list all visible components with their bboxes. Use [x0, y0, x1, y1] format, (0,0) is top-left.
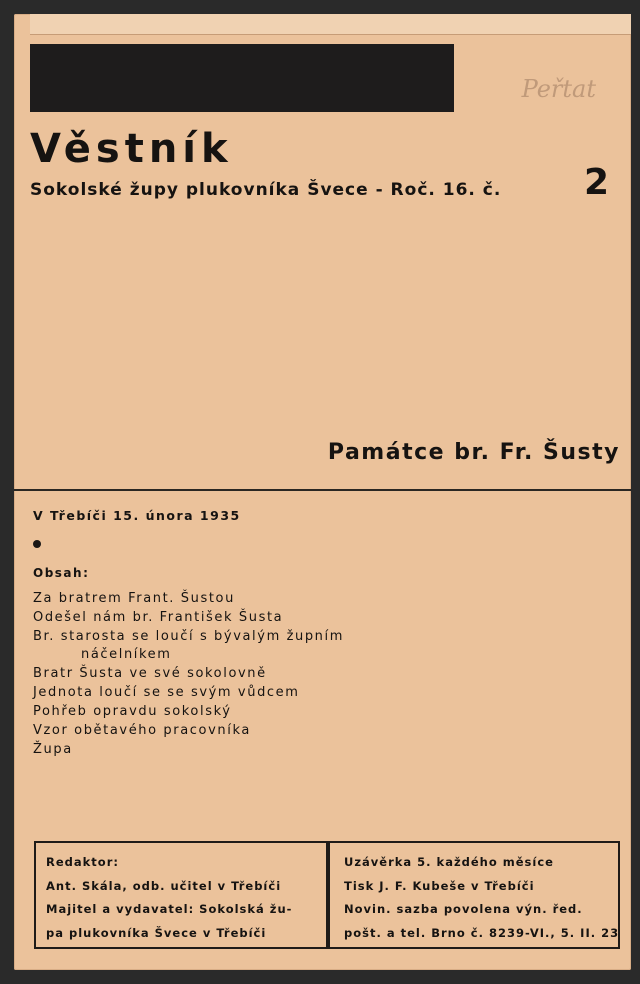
imprint-line: pa plukovníka Švece v Třebíči [46, 925, 267, 940]
imprint-box [34, 841, 620, 949]
imprint-line: Tisk J. F. Kubeše v Třebíči [344, 878, 535, 893]
contents-item: Jednota loučí se se svým vůdcem [33, 685, 300, 700]
contents-item: Vzor obětavého pracovníka [33, 723, 251, 738]
redaction-bar [30, 44, 454, 112]
imprint-line: pošt. a tel. Brno č. 8239-VI., 5. II. 23 [344, 925, 620, 940]
imprint-line: Majitel a vydavatel: Sokolská žu- [46, 902, 293, 916]
imprint-print-column [344, 851, 619, 945]
memorial-heading: Památce br. Fr. Šusty [327, 440, 620, 465]
imprint-line: Ant. Skála, odb. učitel v Třebíči [46, 878, 282, 893]
contents-item: Odešel nám br. František Šusta [33, 610, 284, 625]
bullet-dot [33, 540, 41, 548]
contents-item: náčelníkem [81, 647, 172, 662]
contents-item: Pohřeb opravdu sokolský [33, 704, 232, 719]
contents-list [33, 589, 433, 759]
contents-item: Br. starosta se loučí s bývalým župním [33, 629, 344, 644]
imprint-line: Novin. sazba povolena výn. řed. [344, 902, 583, 916]
issue-number: 2 [584, 162, 610, 203]
contents-item: Bratr Šusta ve své sokolovně [33, 666, 267, 681]
imprint-editor-column [46, 851, 292, 945]
place-date: V Třebíči 15. února 1935 [33, 508, 241, 523]
newsletter-subtitle: Sokolské župy plukovníka Švece - Roč. 16. č. [30, 180, 502, 200]
contents-item: Župa [33, 742, 73, 757]
contents-item: Za bratrem Frant. Šustou [33, 591, 235, 606]
handwritten-signature: Peřtat [521, 75, 596, 103]
imprint-line: Uzávěrka 5. každého měsíce [344, 855, 554, 869]
section-divider [14, 489, 631, 491]
imprint-divider [326, 841, 330, 949]
newsletter-title: Věstník [30, 126, 233, 172]
imprint-line: Redaktor: [46, 855, 119, 869]
contents-label: Obsah: [33, 566, 90, 580]
